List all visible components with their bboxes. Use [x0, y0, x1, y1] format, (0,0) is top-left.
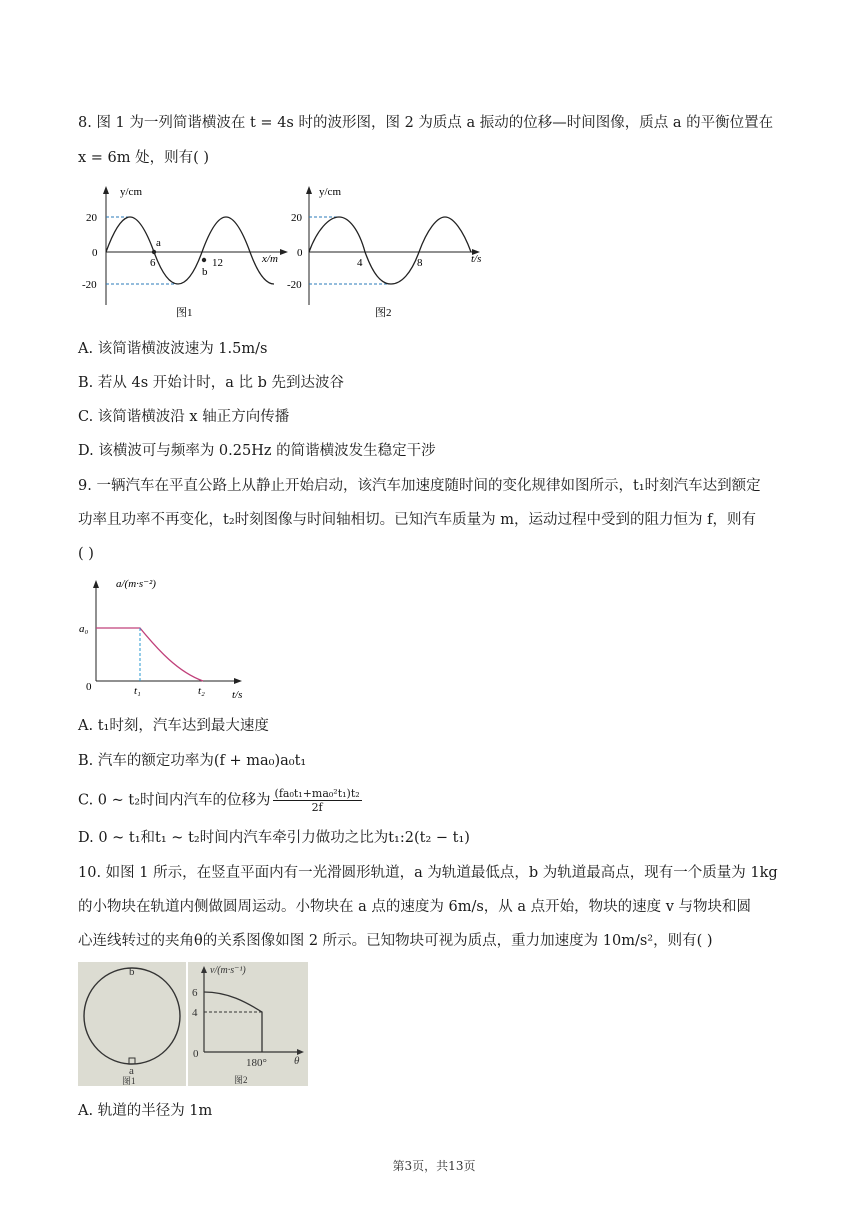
q8-fig1-caption: 图1: [176, 307, 193, 319]
q8-fig2-xlabel: t/s: [471, 253, 482, 265]
q8-fig2-caption: 图2: [375, 307, 392, 319]
q10-fig2-ylabel: v/(m·s⁻¹): [210, 965, 246, 976]
q9-option-d: D. 0 ~ t₁和t₁ ~ t₂时间内汽车牵引力做功之比为t₁:2(t₂ − t₁): [78, 830, 470, 846]
q8-option-a: A. 该简谐横波波速为 1.5m/s: [78, 341, 268, 357]
q8-option-c: C. 该简谐横波沿 x 轴正方向传播: [78, 409, 290, 425]
page-footer: 第3页，共13页: [392, 1159, 476, 1173]
q10-fig2-origin: 0: [193, 1048, 199, 1060]
q9-fig-origin: 0: [86, 681, 92, 693]
q10-figure-2: [188, 962, 308, 1086]
q8-fig2-ylabel: y/cm: [319, 186, 341, 198]
q8-option-b: B. 若从 4s 开始计时，a 比 b 先到达波谷: [78, 375, 345, 391]
q10-stem-line1: 10. 如图 1 所示，在竖直平面内有一光滑圆形轨道，a 为轨道最低点，b 为轨道最高点，现有一个质量为 1kg: [78, 865, 778, 881]
q8-fig2-y-pos: 20: [291, 212, 302, 224]
q10-fig2-y-tick-6: 6: [192, 987, 198, 999]
q8-fig2-y-neg: -20: [287, 279, 302, 291]
q8-fig1-ylabel: y/cm: [120, 186, 142, 198]
q8-figure-2: [285, 180, 505, 322]
q8-stem-line1: 8. 图 1 为一列简谐横波在 t = 4s 时的波形图，图 2 为质点 a 振动的位移—时间图像，质点 a 的平衡位置在: [78, 115, 774, 131]
q9-option-c: [78, 787, 362, 814]
q9-option-c-denominator: 2f: [311, 801, 323, 814]
q9-fig-t2: t₂: [198, 685, 205, 697]
q10-fig2-caption: 图2: [234, 1075, 248, 1085]
q8-fig1-x-tick-12: 12: [212, 257, 223, 269]
q10-fig1-caption: 图1: [122, 1076, 136, 1086]
q10-fig2-y-tick-4: 4: [192, 1007, 198, 1019]
q9-option-c-text: C. 0 ~ t₂时间内汽车的位移为: [78, 792, 271, 809]
q10-figure-1: [78, 962, 186, 1086]
q10-fig1-bottom-label: a: [129, 1065, 134, 1077]
q8-option-d: D. 该横波可与频率为 0.25Hz 的简谐横波发生稳定干涉: [78, 443, 436, 459]
q8-fig2-x-tick-4: 4: [357, 257, 363, 269]
q8-fig1-xlabel: x/m: [262, 253, 278, 265]
q9-option-c-fraction: [273, 787, 362, 814]
q8-fig1-y-pos: 20: [86, 212, 97, 224]
q10-stem-line3: 心连线转过的夹角θ的关系图像如图 2 所示。已知物块可视为质点，重力加速度为 10m/s²，则有( ): [78, 933, 713, 949]
q8-fig1-y-neg: -20: [82, 279, 97, 291]
q9-stem-line3: ( ): [78, 546, 94, 562]
q10-option-a: A. 轨道的半径为 1m: [78, 1103, 213, 1119]
q10-stem-line2: 的小物块在轨道内侧做圆周运动。小物块在 a 点的速度为 6m/s，从 a 点开始，物块的速度 v 与物块和圆: [78, 899, 752, 915]
q9-figure: [78, 570, 258, 702]
q9-fig-xlabel: t/s: [232, 689, 243, 701]
q8-fig1-point-a: a: [156, 237, 161, 249]
q8-fig1-x-tick-6: 6: [150, 257, 156, 269]
q9-option-b: B. 汽车的额定功率为(f + ma₀)a₀t₁: [78, 753, 307, 769]
q9-fig-t1: t₁: [134, 685, 141, 697]
q9-fig-y-tick: a₀: [79, 623, 89, 635]
q8-figure-1: [78, 180, 298, 322]
q9-stem-line1: 9. 一辆汽车在平直公路上从静止开始启动，该汽车加速度随时间的变化规律如图所示，t₁时刻汽车达到额定: [78, 478, 761, 494]
q8-fig1-origin: 0: [92, 247, 98, 259]
q10-fig2-xlabel: θ: [294, 1055, 300, 1067]
q10-fig2-x-tick: 180°: [246, 1057, 267, 1069]
q9-option-c-numerator: (fa₀t₁+ma₀²t₁)t₂: [274, 787, 360, 800]
q10-fig1-top-label: b: [129, 966, 135, 978]
q9-fig-ylabel: a/(m·s⁻²): [116, 578, 156, 590]
q8-fig2-origin: 0: [297, 247, 303, 259]
q9-stem-line2: 功率且功率不再变化，t₂时刻图像与时间轴相切。已知汽车质量为 m，运动过程中受到的阻力恒为 f，则有: [78, 512, 756, 528]
q8-stem-line2: x = 6m 处，则有( ): [78, 150, 210, 166]
q8-fig1-point-b: b: [202, 266, 208, 278]
q8-fig2-x-tick-8: 8: [417, 257, 423, 269]
q9-option-a: A. t₁时刻，汽车达到最大速度: [78, 718, 269, 734]
